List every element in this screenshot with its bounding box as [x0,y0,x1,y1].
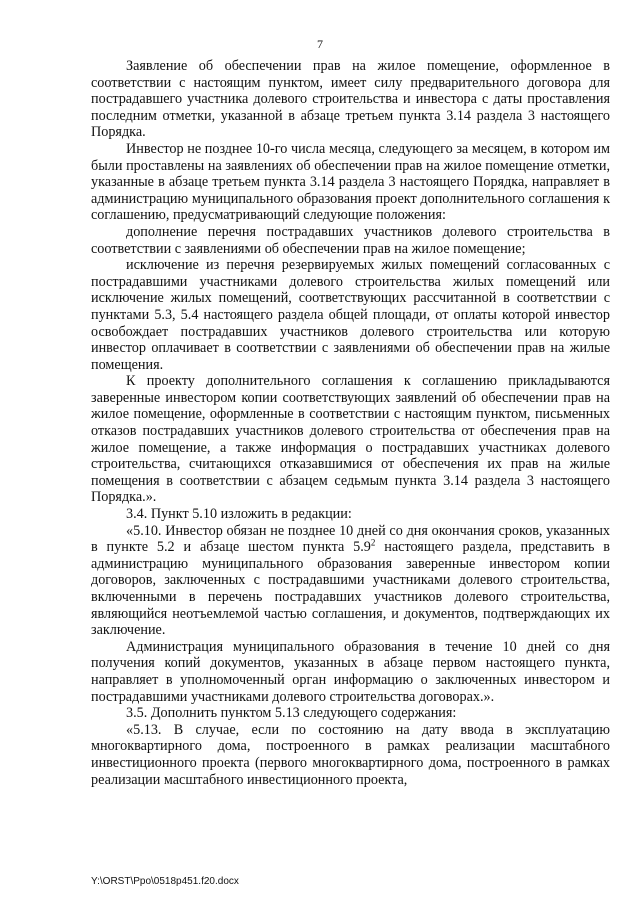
paragraph: исключение из перечня резервируемых жилых помещений согласованных с пострадавшими участниками долевого строительства жилых помещений или исключение жилых помещений, соответствующих рассчитанной в соответствии с пунктами 5.3, 5.4 настоящего раздела общей площади, от оплаты которой инвестор освобождает пострадавших участников долевого строительства или которую инвестор оплачивает в соответствии с заявлениями об обеспечении прав на жилые помещения. [91,257,610,373]
paragraph: К проекту дополнительного соглашения к соглашению прикладываются заверенные инвестором копии соответствующих заявлений об обеспечении прав на жилое помещение, оформленные в соответствии с настоящим пунктом, письменных отказов пострадавших участников долевого строительства от обеспечения прав на жилое помещение, а также информация о пострадавших участниках долевого строительства, считающихся отказавшимися от обеспечения их прав на жилые помещения в соответствии с абзацем седьмым пункта 3.14 раздела 3 настоящего Порядка.». [91,373,610,506]
paragraph: Инвестор не позднее 10-го числа месяца, следующего за месяцем, в котором им были проставлены на заявлениях об обеспечении прав на жилое помещение отметки, указанные в абзаце третьем пункта 3.14 раздела 3 настоящего Порядка, направляет в администрацию муниципального образования проект дополнительного соглашения к соглашению, предусматривающий следующие положения: [91,140,610,224]
paragraph-5-10 [91,523,610,639]
superscript: 2 [370,537,376,548]
paragraph-5-10-end: настоящего раздела, представить в администрацию муниципального образования заверенные инвестором копии договоров, заключенных с пострадавшими участниками долевого строительства, включенными в перечень пострадавших участников долевого строительства, являющийся неотъемлемой частью соглашения, и документов, подтверждающих их заключение. [91,539,610,639]
paragraph: дополнение перечня пострадавших участников долевого строительства в соответствии с заявлениями об обеспечении прав на жилое помещение; [91,223,610,257]
paragraph-5-10-start: «5.10. Инвестор обязан не позднее 10 дней со дня окончания сроков, указанных в пункте 5.2 и абзаце шестом пункта 5.9 [91,522,610,556]
paragraph: Администрация муниципального образования в течение 10 дней со дня получения копий документов, указанных в абзаце первом настоящего пункта, направляет в уполномоченный орган информацию о заключенных инвестором и пострадавшими участниками долевого строительства договорах.». [91,638,610,705]
document-body [91,58,610,788]
page-number: 7 [317,37,323,51]
footer-file-path: Y:\ORST\Ppo\0518p451.f20.docx [91,876,239,887]
paragraph: 3.5. Дополнить пунктом 5.13 следующего содержания: [126,705,457,722]
paragraph: Заявление об обеспечении прав на жилое помещение, оформленное в соответствии с настоящим пунктом, имеет силу предварительного договора для пострадавшего участника долевого строительства и инвестора с даты проставления последним отметки, указанной в абзаце третьем пункта 3.14 раздела 3 настоящего Порядка. [91,58,610,141]
paragraph: «5.13. В случае, если по состоянию на дату ввода в эксплуатацию многоквартирного дома, построенного в рамках реализации масштабного инвестиционного проекта (первого многоквартирного дома, построенного в рамках реализации масштабного инвестиционного проекта, [91,721,610,788]
paragraph: 3.4. Пункт 5.10 изложить в редакции: [126,506,352,523]
